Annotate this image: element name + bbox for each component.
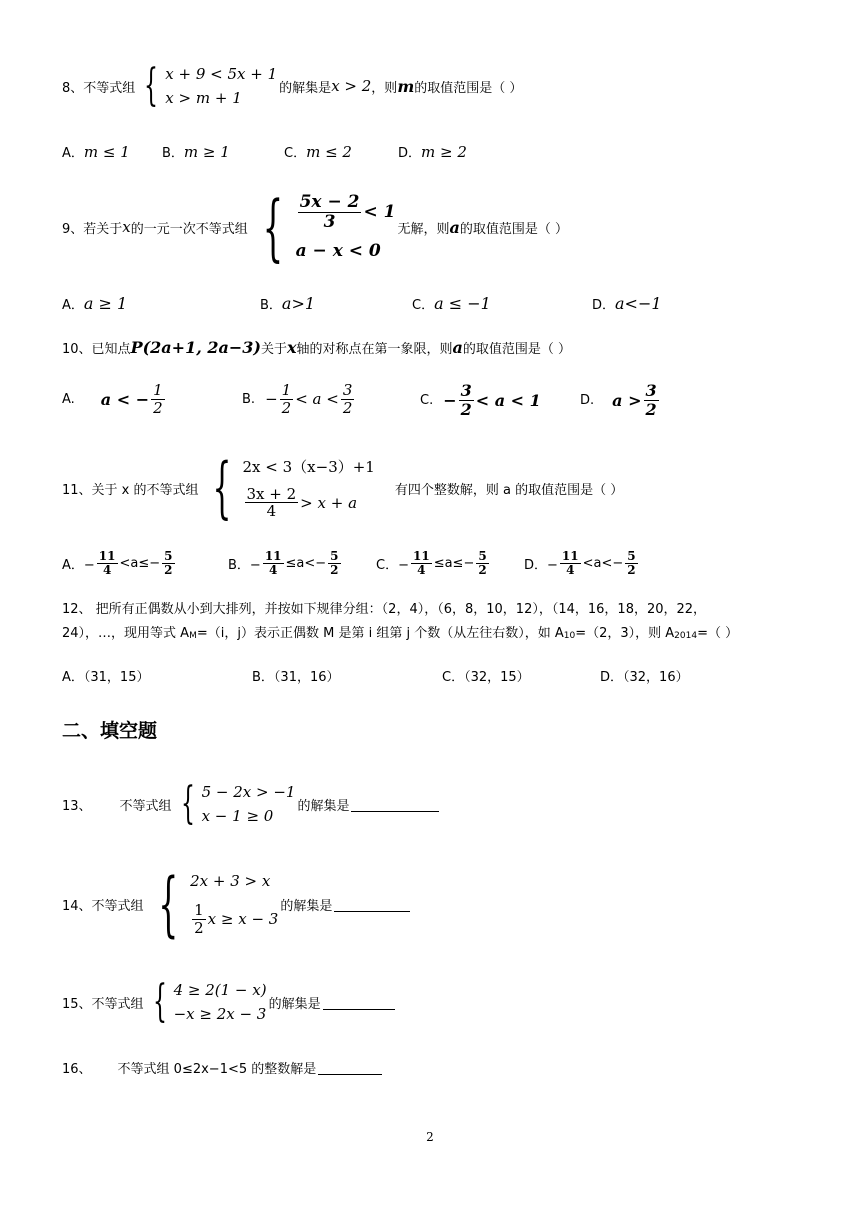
q16-answer-blank[interactable] bbox=[318, 1060, 382, 1075]
q15-answer-blank[interactable] bbox=[323, 995, 395, 1010]
q10-point: P(2a+1, 2a−3) bbox=[130, 337, 261, 357]
q12-option-c[interactable]: C．（32，15） bbox=[442, 670, 530, 685]
q11-option-d[interactable]: D．− $\frac{11}{4}$ <a<− $\frac{5}{2}$ bbox=[524, 549, 636, 578]
q9-option-b[interactable]: B． a>1 bbox=[260, 294, 316, 313]
question-9: 9、 若关于 x 的一元一次不等式组 { $\frac{5x - 2}{3}$ < 1 a − x < 0 无解，则 a 的取值范围是（ ） bbox=[62, 185, 568, 269]
brace-icon: { bbox=[262, 185, 283, 269]
brace-icon: { bbox=[157, 863, 178, 945]
q9-option-c[interactable]: C． a ≤ −1 bbox=[412, 294, 491, 313]
q11-option-a[interactable]: A．− $\frac{11}{4}$ <a≤− $\frac{5}{2}$ bbox=[62, 549, 173, 578]
q8-ineq-1: x + 9 < 5x + 1 bbox=[165, 65, 278, 83]
question-14: 14、 不等式组 { 2x + 3 > x $\frac{1}{2}$ x ≥ x − 3 的解集是 bbox=[62, 866, 410, 942]
q9-number: 9、 bbox=[62, 221, 84, 237]
q8-system bbox=[137, 62, 277, 110]
q14-answer-blank[interactable] bbox=[334, 897, 410, 912]
q12-option-a[interactable]: A．（31，15） bbox=[62, 670, 150, 685]
q8-ineq-2: x > m + 1 bbox=[165, 89, 242, 107]
q13-answer-blank[interactable] bbox=[351, 797, 439, 812]
q12-option-d[interactable]: D．（32，16） bbox=[600, 670, 689, 685]
q8-stem-c: ，则 bbox=[371, 80, 398, 96]
brace-icon: { bbox=[212, 449, 231, 526]
question-10: 10、 已知点 P(2a+1, 2a−3) 关于 x 轴的对称点在第一象限，则 a 的取值范围是（ ） bbox=[62, 337, 572, 357]
brace-icon: { bbox=[144, 60, 159, 111]
q11-option-c[interactable]: C．− $\frac{11}{4}$ ≤a≤− $\frac{5}{2}$ bbox=[376, 549, 487, 578]
q9-system: { $\frac{5x - 2}{3}$ < 1 a − x < 0 bbox=[262, 185, 396, 269]
q8-option-c[interactable]: C． m ≤ 2 bbox=[284, 142, 352, 161]
q10-option-b[interactable]: B. − $\frac{1}{2}$ < a < $\frac{3}{2}$ bbox=[242, 381, 353, 417]
question-12-line-1: 12、 把所有正偶数从小到大排列，并按如下规律分组：（2，4），（6，8，10，12），（14，16，18，20，22， bbox=[62, 602, 707, 617]
q8-option-b[interactable]: B． m ≥ 1 bbox=[162, 142, 230, 161]
q8-condition: x > 2 bbox=[331, 77, 372, 95]
section-heading-fill-blank: 二、填空题 bbox=[62, 720, 158, 742]
question-11: 11、 关于 x 的不等式组 { 2x < 3（x−3）+1 $\frac{3x + 2}{4}$ > x + a 有四个整数解，则 a 的取值范围是（ ） bbox=[62, 449, 624, 526]
question-15: 15、 不等式组 { 4 ≥ 2(1 − x) −x ≥ 2x − 3 的解集是 bbox=[62, 978, 395, 1026]
q12-option-b[interactable]: B．（31，16） bbox=[252, 670, 340, 685]
q11-system: { 2x < 3（x−3）+1 $\frac{3x + 2}{4}$ > x + a bbox=[212, 449, 375, 526]
q8-option-a[interactable]: A． m ≤ 1 bbox=[62, 142, 130, 161]
q10-option-d[interactable]: D. a > $\frac{3}{2}$ bbox=[580, 381, 657, 419]
q11-option-b[interactable]: B．− $\frac{11}{4}$ ≤a<− $\frac{5}{2}$ bbox=[228, 549, 339, 578]
q10-option-c[interactable]: C. − $\frac{3}{2}$ < a < 1 bbox=[420, 381, 541, 419]
q8-number: 8、 bbox=[62, 80, 84, 96]
page-number: 2 bbox=[426, 1130, 434, 1144]
q8-var: m bbox=[397, 76, 415, 96]
question-12-line-2: 24），…，现用等式 A M =（i，j）表示正偶数 M 是第 i 组第 j 个数（从左往右数），如 A 10 =（2，3），则 A 2014 =（ ） bbox=[62, 626, 739, 641]
q8-stem-d: 的取值范围是（ ） bbox=[414, 80, 523, 96]
q8-option-d[interactable]: D． m ≥ 2 bbox=[398, 142, 467, 161]
question-16: 16、 不等式组 0≤2x−1<5 的整数解是 bbox=[62, 1058, 382, 1077]
brace-icon: { bbox=[152, 976, 167, 1027]
q8-stem-a: 不等式组 bbox=[83, 80, 136, 96]
question-13: 13、 不等式组 { 5 − 2x > −1 x − 1 ≥ 0 的解集是 bbox=[62, 780, 439, 828]
q8-stem-b: 的解集是 bbox=[279, 80, 332, 96]
question-8 bbox=[62, 62, 522, 110]
q9-option-d[interactable]: D． a<−1 bbox=[592, 294, 662, 313]
q9-option-a[interactable]: A． a ≥ 1 bbox=[62, 294, 128, 313]
brace-icon: { bbox=[180, 778, 195, 829]
q10-option-a[interactable]: A. a < − $\frac{1}{2}$ bbox=[62, 381, 163, 417]
